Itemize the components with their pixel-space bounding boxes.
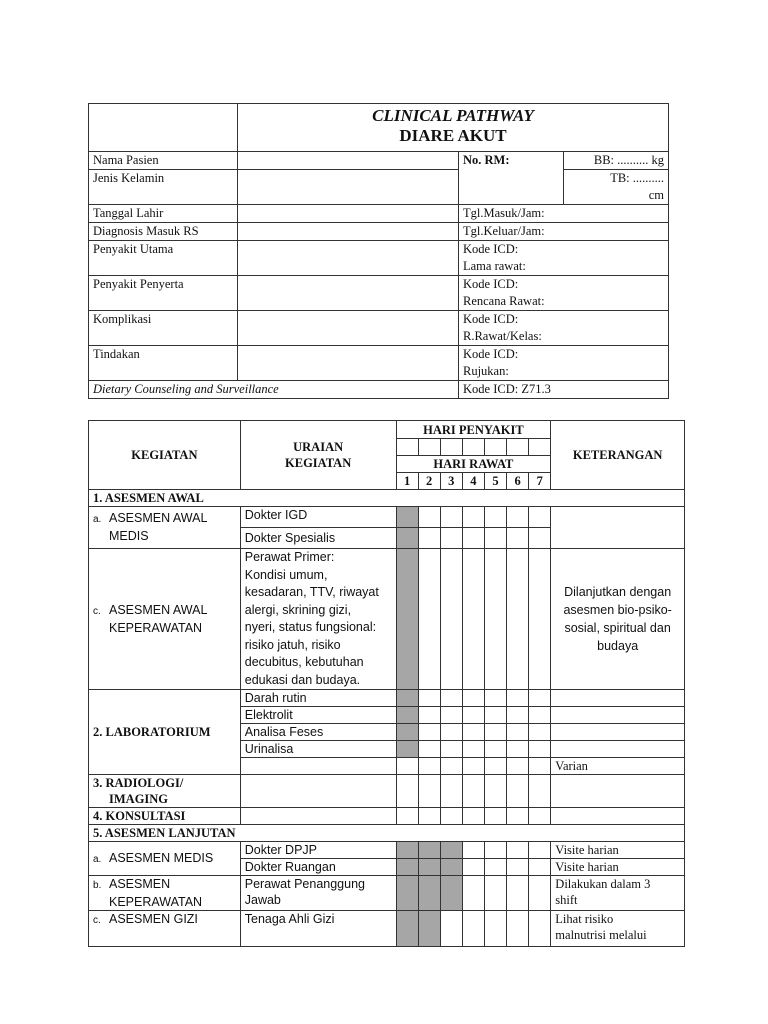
field-komplikasi[interactable] xyxy=(238,311,459,346)
day-cell[interactable] xyxy=(396,859,418,876)
col-hari-penyakit: HARI PENYAKIT xyxy=(396,421,551,439)
day-cell[interactable] xyxy=(507,690,529,707)
day-cell[interactable] xyxy=(484,707,506,724)
label-penyakit-utama: Penyakit Utama xyxy=(89,241,238,276)
day-cell[interactable] xyxy=(529,842,551,859)
keterangan-visite-1: Visite harian xyxy=(551,842,685,859)
day-7: 7 xyxy=(529,473,551,490)
day-cell[interactable] xyxy=(529,911,551,947)
day-cell[interactable] xyxy=(418,507,440,528)
perawat-primer-line: alergi, skrining gizi, xyxy=(244,602,352,617)
uraian-elektrolit: Elektrolit xyxy=(240,707,396,724)
keterangan-cell[interactable] xyxy=(551,808,685,825)
asesmen-kep-1: ASESMEN xyxy=(109,877,171,891)
day-cell[interactable] xyxy=(396,911,418,947)
field-nama-pasien[interactable] xyxy=(238,152,459,170)
uraian-tenaga-gizi: Tenaga Ahli Gizi xyxy=(240,911,396,947)
field-penyakit-utama[interactable] xyxy=(238,241,459,276)
day-cell[interactable] xyxy=(396,741,418,758)
col-kegiatan: KEGIATAN xyxy=(89,421,241,490)
section-konsultasi: 4. KONSULTASI xyxy=(89,808,241,825)
day-cell[interactable] xyxy=(462,724,484,741)
ket-5b-2: shift xyxy=(555,893,578,907)
col-uraian-2: KEGIATAN xyxy=(285,456,352,470)
day-cell[interactable] xyxy=(396,775,418,808)
day-cell[interactable] xyxy=(462,911,484,947)
day-cell[interactable] xyxy=(396,842,418,859)
field-tgl-keluar[interactable]: Tgl.Keluar/Jam: xyxy=(459,223,669,241)
ket-line: asesmen bio-psiko- xyxy=(563,603,672,617)
perawat-primer-line: decubitus, kebutuhan xyxy=(244,655,364,669)
uraian-dokter-ruangan: Dokter Ruangan xyxy=(240,859,396,876)
day-cell[interactable] xyxy=(484,528,506,549)
day-cell[interactable] xyxy=(440,707,462,724)
day-cell[interactable] xyxy=(440,690,462,707)
day-cell[interactable] xyxy=(440,775,462,808)
day-cell[interactable] xyxy=(484,859,506,876)
ket-5b-1: Dilakukan dalam 3 xyxy=(555,877,651,891)
field-jenis-kelamin[interactable] xyxy=(238,170,459,205)
day-cell[interactable] xyxy=(462,842,484,859)
day-cell[interactable] xyxy=(529,528,551,549)
uraian-cell[interactable] xyxy=(240,758,396,775)
day-cell[interactable] xyxy=(396,758,418,775)
section-asesmen-lanjutan: 5. ASESMEN LANJUTAN xyxy=(89,825,685,842)
day-cell[interactable] xyxy=(396,724,418,741)
section-laboratorium: 2. LABORATORIUM xyxy=(89,690,241,775)
perawat-primer-line: edukasi dan budaya. xyxy=(244,672,361,687)
keterangan-5c xyxy=(551,911,685,947)
day-cell[interactable] xyxy=(462,808,484,825)
day-cell[interactable] xyxy=(507,808,529,825)
ket-line: sosial, spiritual dan xyxy=(564,621,671,635)
radiologi-2: IMAGING xyxy=(109,792,169,806)
asesmen-medis-label: ASESMEN MEDIS xyxy=(109,850,214,865)
day-cell[interactable] xyxy=(440,808,462,825)
ket-5c-2: malnutrisi melalui xyxy=(555,928,647,942)
perawat-primer-line: Kondisi umum, xyxy=(244,567,328,582)
day-cell[interactable] xyxy=(462,741,484,758)
day-cell[interactable] xyxy=(440,876,462,911)
day-5: 5 xyxy=(484,473,506,490)
field-kode-icd-tindakan[interactable] xyxy=(459,346,669,381)
day-cell[interactable] xyxy=(440,549,462,690)
day-cell[interactable] xyxy=(440,859,462,876)
marker-5b: b. xyxy=(93,880,102,891)
day-cell[interactable] xyxy=(418,741,440,758)
day-cell[interactable] xyxy=(529,775,551,808)
day-cell[interactable] xyxy=(396,876,418,911)
day-cell[interactable] xyxy=(507,707,529,724)
uraian-dokter-igd: Dokter IGD xyxy=(240,507,396,528)
day-cell[interactable] xyxy=(484,842,506,859)
field-kode-icd-dietary: Kode ICD: Z71.3 xyxy=(459,381,669,399)
day-cell[interactable] xyxy=(507,842,529,859)
lama-rawat: Lama rawat: xyxy=(463,259,526,273)
day-cell[interactable] xyxy=(507,507,529,528)
day-cell[interactable] xyxy=(529,724,551,741)
day-cell[interactable] xyxy=(529,507,551,528)
pathway-table xyxy=(88,420,685,947)
patient-header-table xyxy=(88,103,669,399)
asesmen-awal-kep-2: KEPERAWATAN xyxy=(109,621,203,635)
keterangan-cell[interactable] xyxy=(551,775,685,808)
day-cell[interactable] xyxy=(507,876,529,911)
uraian-analisa-feses: Analisa Feses xyxy=(240,724,396,741)
perawat-pj-1: Perawat Penanggung xyxy=(244,877,365,891)
day-cell[interactable] xyxy=(418,724,440,741)
kode-icd-3: Kode ICD: xyxy=(463,312,519,326)
uraian-cell[interactable] xyxy=(240,808,396,825)
perawat-primer-line: nyeri, status fungsional: xyxy=(244,620,377,634)
marker-5a: a. xyxy=(93,853,102,865)
day-cell[interactable] xyxy=(507,528,529,549)
field-tgl-masuk[interactable]: Tgl.Masuk/Jam: xyxy=(459,205,669,223)
field-tb[interactable] xyxy=(564,170,669,205)
day-cell[interactable] xyxy=(440,911,462,947)
item-asesmen-awal-medis xyxy=(89,507,241,549)
day-cell[interactable] xyxy=(462,690,484,707)
day-cell[interactable] xyxy=(418,876,440,911)
day-cell[interactable] xyxy=(396,528,418,549)
uraian-darah-rutin: Darah rutin xyxy=(240,690,396,707)
perawat-pj-2: Jawab xyxy=(244,893,281,907)
tb-value: TB: .......... xyxy=(610,171,665,185)
day-cell[interactable] xyxy=(507,911,529,947)
keterangan-cell[interactable] xyxy=(551,690,685,707)
keterangan-1a[interactable] xyxy=(551,507,685,549)
day-cell[interactable] xyxy=(462,549,484,690)
rujukan: Rujukan: xyxy=(463,364,509,378)
label-penyakit-penyerta: Penyakit Penyerta xyxy=(89,276,238,311)
day-cell[interactable] xyxy=(484,911,506,947)
day-cell[interactable] xyxy=(440,507,462,528)
col-keterangan: KETERANGAN xyxy=(551,421,685,490)
day-cell[interactable] xyxy=(418,549,440,690)
day-cell[interactable] xyxy=(529,859,551,876)
day-cell[interactable] xyxy=(507,775,529,808)
label-diagnosis-masuk: Diagnosis Masuk RS xyxy=(89,223,238,241)
field-kode-icd-komplikasi[interactable] xyxy=(459,311,669,346)
day-cell[interactable] xyxy=(418,775,440,808)
day-cell[interactable] xyxy=(418,808,440,825)
day-cell[interactable] xyxy=(462,758,484,775)
ket-line: budaya xyxy=(597,639,639,653)
label-dietary: Dietary Counseling and Surveillance xyxy=(89,381,459,399)
keterangan-varian: Varian xyxy=(551,758,685,775)
day-cell[interactable] xyxy=(396,707,418,724)
day-cell[interactable] xyxy=(507,859,529,876)
day-cell[interactable] xyxy=(440,842,462,859)
day-4: 4 xyxy=(462,473,484,490)
day-cell[interactable] xyxy=(462,775,484,808)
item-asesmen-keperawatan xyxy=(89,876,241,911)
day-cell[interactable] xyxy=(507,724,529,741)
day-cell[interactable] xyxy=(462,707,484,724)
label-tanggal-lahir: Tanggal Lahir xyxy=(89,205,238,223)
col-hari-rawat: HARI RAWAT xyxy=(396,456,551,473)
keterangan-cell[interactable] xyxy=(551,741,685,758)
day-cell[interactable] xyxy=(484,507,506,528)
label-no-rm: No. RM: xyxy=(459,152,564,205)
kode-icd-4: Kode ICD: xyxy=(463,347,519,361)
keterangan-5b xyxy=(551,876,685,911)
asesmen-gizi-label: ASESMEN GIZI xyxy=(109,912,198,926)
asesmen-awal-medis-2: MEDIS xyxy=(109,529,149,543)
perawat-primer-line: risiko jatuh, risiko xyxy=(244,637,341,652)
kode-icd-2: Kode ICD: xyxy=(463,277,519,291)
uraian-cell[interactable] xyxy=(240,775,396,808)
logo-cell xyxy=(89,104,238,152)
field-kode-icd-utama[interactable] xyxy=(459,241,669,276)
asesmen-kep-2: KEPERAWATAN xyxy=(109,895,203,909)
item-asesmen-gizi xyxy=(89,911,241,947)
keterangan-1c xyxy=(551,549,685,690)
r-rawat-kelas: R.Rawat/Kelas: xyxy=(463,329,542,343)
radiologi-1: 3. RADIOLOGI/ xyxy=(93,776,184,790)
item-asesmen-awal-keperawatan xyxy=(89,549,241,690)
day-cell[interactable] xyxy=(484,876,506,911)
field-penyakit-penyerta[interactable] xyxy=(238,276,459,311)
asesmen-awal-kep-1: ASESMEN AWAL xyxy=(109,603,208,617)
day-cell[interactable] xyxy=(507,758,529,775)
tb-unit: cm xyxy=(648,188,665,202)
perawat-primer-line: Perawat Primer: xyxy=(244,550,335,564)
marker-5c: c. xyxy=(93,915,101,926)
uraian-perawat-pj xyxy=(240,876,396,911)
field-tindakan[interactable] xyxy=(238,346,459,381)
item-asesmen-medis xyxy=(89,842,241,876)
day-cell[interactable] xyxy=(418,528,440,549)
day-cell[interactable] xyxy=(418,859,440,876)
marker-1a: a. xyxy=(93,514,102,525)
day-cell[interactable] xyxy=(418,842,440,859)
day-cell[interactable] xyxy=(396,690,418,707)
day-cell[interactable] xyxy=(440,741,462,758)
keterangan-cell[interactable] xyxy=(551,707,685,724)
uraian-perawat-primer xyxy=(240,549,396,690)
perawat-primer-line: kesadaran, TTV, riwayat xyxy=(244,585,379,599)
uraian-dokter-dpjp: Dokter DPJP xyxy=(240,842,396,859)
day-cell[interactable] xyxy=(396,808,418,825)
field-tanggal-lahir[interactable] xyxy=(238,205,459,223)
col-uraian xyxy=(240,421,396,490)
section-asesmen-awal: 1. ASESMEN AWAL xyxy=(89,490,685,507)
day-2: 2 xyxy=(418,473,440,490)
day-cell[interactable] xyxy=(484,724,506,741)
label-tindakan: Tindakan xyxy=(89,346,238,381)
kode-icd-1: Kode ICD: xyxy=(463,242,519,256)
day-cell[interactable] xyxy=(484,808,506,825)
day-cell[interactable] xyxy=(396,549,418,690)
pathway-title: CLINICAL PATHWAY xyxy=(372,106,534,125)
marker-1c: c. xyxy=(93,606,101,617)
asesmen-awal-medis-1: ASESMEN AWAL xyxy=(109,511,208,525)
label-jenis-kelamin: Jenis Kelamin xyxy=(89,170,238,205)
field-kode-icd-penyerta[interactable] xyxy=(459,276,669,311)
keterangan-visite-2: Visite harian xyxy=(551,859,685,876)
day-cell[interactable] xyxy=(484,758,506,775)
ket-line: Dilanjutkan dengan xyxy=(564,585,672,599)
uraian-dokter-spesialis: Dokter Spesialis xyxy=(240,528,396,549)
ket-5c-1: Lihat risiko xyxy=(555,912,614,926)
day-cell[interactable] xyxy=(529,758,551,775)
uraian-urinalisa: Urinalisa xyxy=(240,741,396,758)
day-cell[interactable] xyxy=(529,549,551,690)
day-cell[interactable] xyxy=(418,758,440,775)
day-cell[interactable] xyxy=(529,707,551,724)
field-bb[interactable]: BB: .......... kg xyxy=(564,152,669,170)
day-cell[interactable] xyxy=(462,876,484,911)
day-cell[interactable] xyxy=(484,690,506,707)
day-cell[interactable] xyxy=(418,707,440,724)
pathway-subtitle: DIARE AKUT xyxy=(399,126,507,145)
day-cell[interactable] xyxy=(529,741,551,758)
day-cell[interactable] xyxy=(462,528,484,549)
day-cell[interactable] xyxy=(484,549,506,690)
day-cell[interactable] xyxy=(418,911,440,947)
day-cell[interactable] xyxy=(484,741,506,758)
section-radiologi xyxy=(89,775,241,808)
day-cell[interactable] xyxy=(507,741,529,758)
day-6: 6 xyxy=(507,473,529,490)
day-cell[interactable] xyxy=(529,690,551,707)
keterangan-cell[interactable] xyxy=(551,724,685,741)
day-cell[interactable] xyxy=(396,507,418,528)
day-cell[interactable] xyxy=(462,859,484,876)
field-diagnosis-masuk[interactable] xyxy=(238,223,459,241)
day-cell[interactable] xyxy=(440,528,462,549)
day-cell[interactable] xyxy=(440,758,462,775)
rencana-rawat: Rencana Rawat: xyxy=(463,294,545,308)
day-cell[interactable] xyxy=(507,549,529,690)
day-cell[interactable] xyxy=(418,690,440,707)
col-uraian-1: URAIAN xyxy=(293,440,344,454)
day-cell[interactable] xyxy=(440,724,462,741)
day-cell[interactable] xyxy=(484,775,506,808)
day-3: 3 xyxy=(440,473,462,490)
day-cell[interactable] xyxy=(529,876,551,911)
day-cell[interactable] xyxy=(529,808,551,825)
day-cell[interactable] xyxy=(462,507,484,528)
label-nama-pasien: Nama Pasien xyxy=(89,152,238,170)
label-komplikasi: Komplikasi xyxy=(89,311,238,346)
day-1: 1 xyxy=(396,473,418,490)
